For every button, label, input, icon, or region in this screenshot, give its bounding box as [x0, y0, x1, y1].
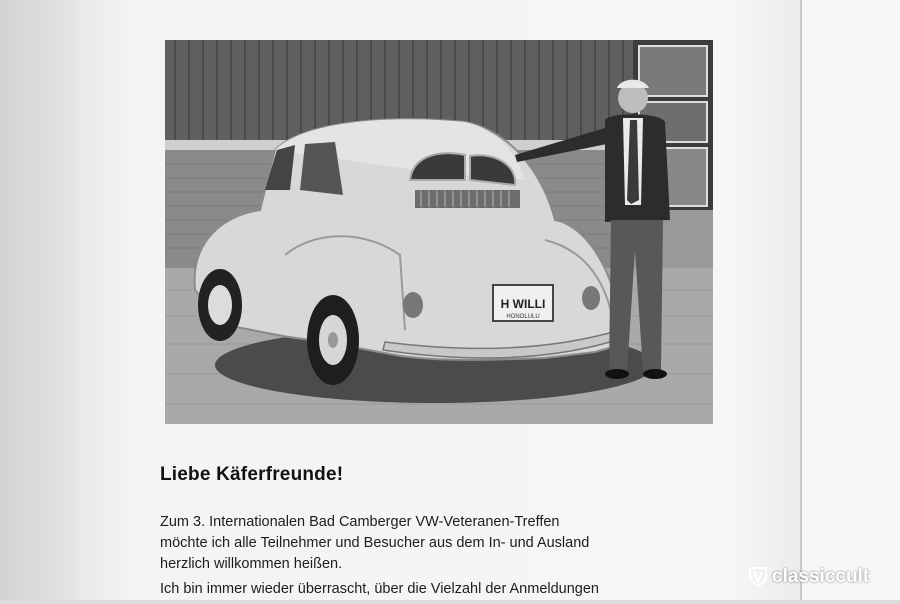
paragraph-1: [160, 512, 720, 575]
text-line: herzlich willkommen heißen.: [160, 556, 343, 572]
watermark-text: classiccult: [772, 566, 870, 587]
text-line: Ich bin immer wieder überrascht, über die Vielzahl der Anmeldungen: [160, 581, 600, 597]
text-line: möchte ich alle Teilnehmer und Besucher aus dem In- und Ausland: [160, 535, 590, 551]
left-page-edge: [0, 0, 78, 600]
text-line: Zum 3. Internationalen Bad Camberger VW-Veteranen-Treffen: [160, 514, 560, 530]
greeting-heading: Liebe Käferfreunde!: [160, 464, 344, 485]
license-plate-text: H WILLI: [500, 297, 546, 311]
classiccult-watermark: [748, 566, 869, 588]
license-plate-subtext: HONOLULU: [506, 314, 540, 320]
vw-beetle-photo: [165, 40, 713, 424]
body-text: [160, 512, 720, 604]
paragraph-2: [160, 579, 720, 600]
background-right: [802, 0, 900, 600]
shield-v-logo-icon: [748, 566, 768, 588]
